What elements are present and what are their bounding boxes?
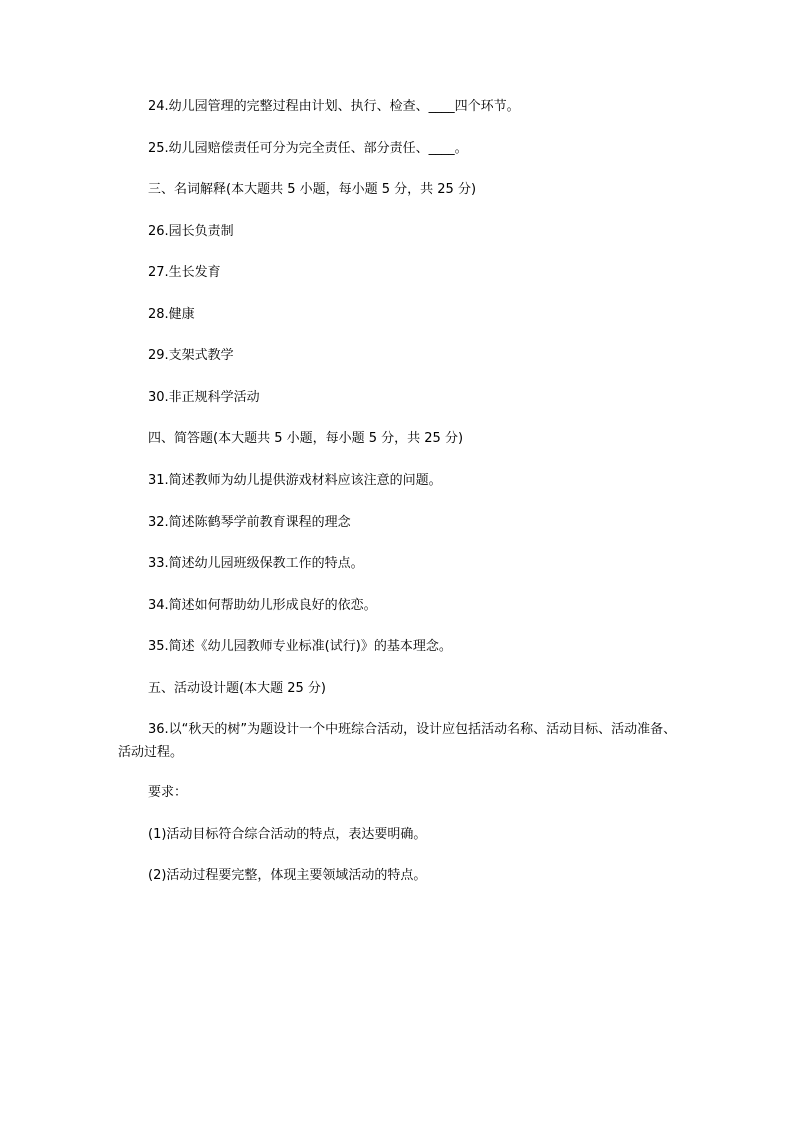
question-35: 35.简述《幼儿园教师专业标准(试行)》的基本理念。 (148, 639, 452, 654)
requirement-item-2: (2)活动过程要完整，体现主要领域活动的特点。 (148, 868, 427, 883)
requirement-item-1: (1)活动目标符合综合活动的特点，表达要明确。 (148, 827, 427, 842)
question-27: 27.生长发育 (148, 265, 221, 280)
requirements-label: 要求： (148, 785, 188, 800)
question-29: 29.支架式教学 (148, 348, 234, 363)
section-heading-terms: 三、名词解释(本大题共 5 小题，每小题 5 分，共 25 分) (148, 182, 477, 197)
question-24: 24.幼儿园管理的完整过程由计划、执行、检查、____四个环节。 (148, 99, 520, 114)
question-31: 31.简述教师为幼儿提供游戏材料应该注意的问题。 (148, 473, 442, 488)
question-34: 34.简述如何帮助幼儿形成良好的依恋。 (148, 598, 377, 613)
section-heading-short-answer: 四、简答题(本大题共 5 小题，每小题 5 分，共 25 分) (148, 431, 464, 446)
question-30: 30.非正规科学活动 (148, 390, 260, 405)
section-heading-activity-design: 五、活动设计题(本大题 25 分) (148, 681, 326, 696)
question-36: 36.以“秋天的树”为题设计一个中班综合活动，设计应包括活动名称、活动目标、活动准备、活动过程。 (118, 722, 677, 760)
question-26: 26.园长负责制 (148, 224, 234, 239)
question-33: 33.简述幼儿园班级保教工作的特点。 (148, 556, 364, 571)
question-25: 25.幼儿园赔偿责任可分为完全责任、部分责任、____。 (148, 141, 468, 156)
question-28: 28.健康 (148, 307, 195, 322)
question-32: 32.简述陈鹤琴学前教育课程的理念 (148, 515, 351, 530)
